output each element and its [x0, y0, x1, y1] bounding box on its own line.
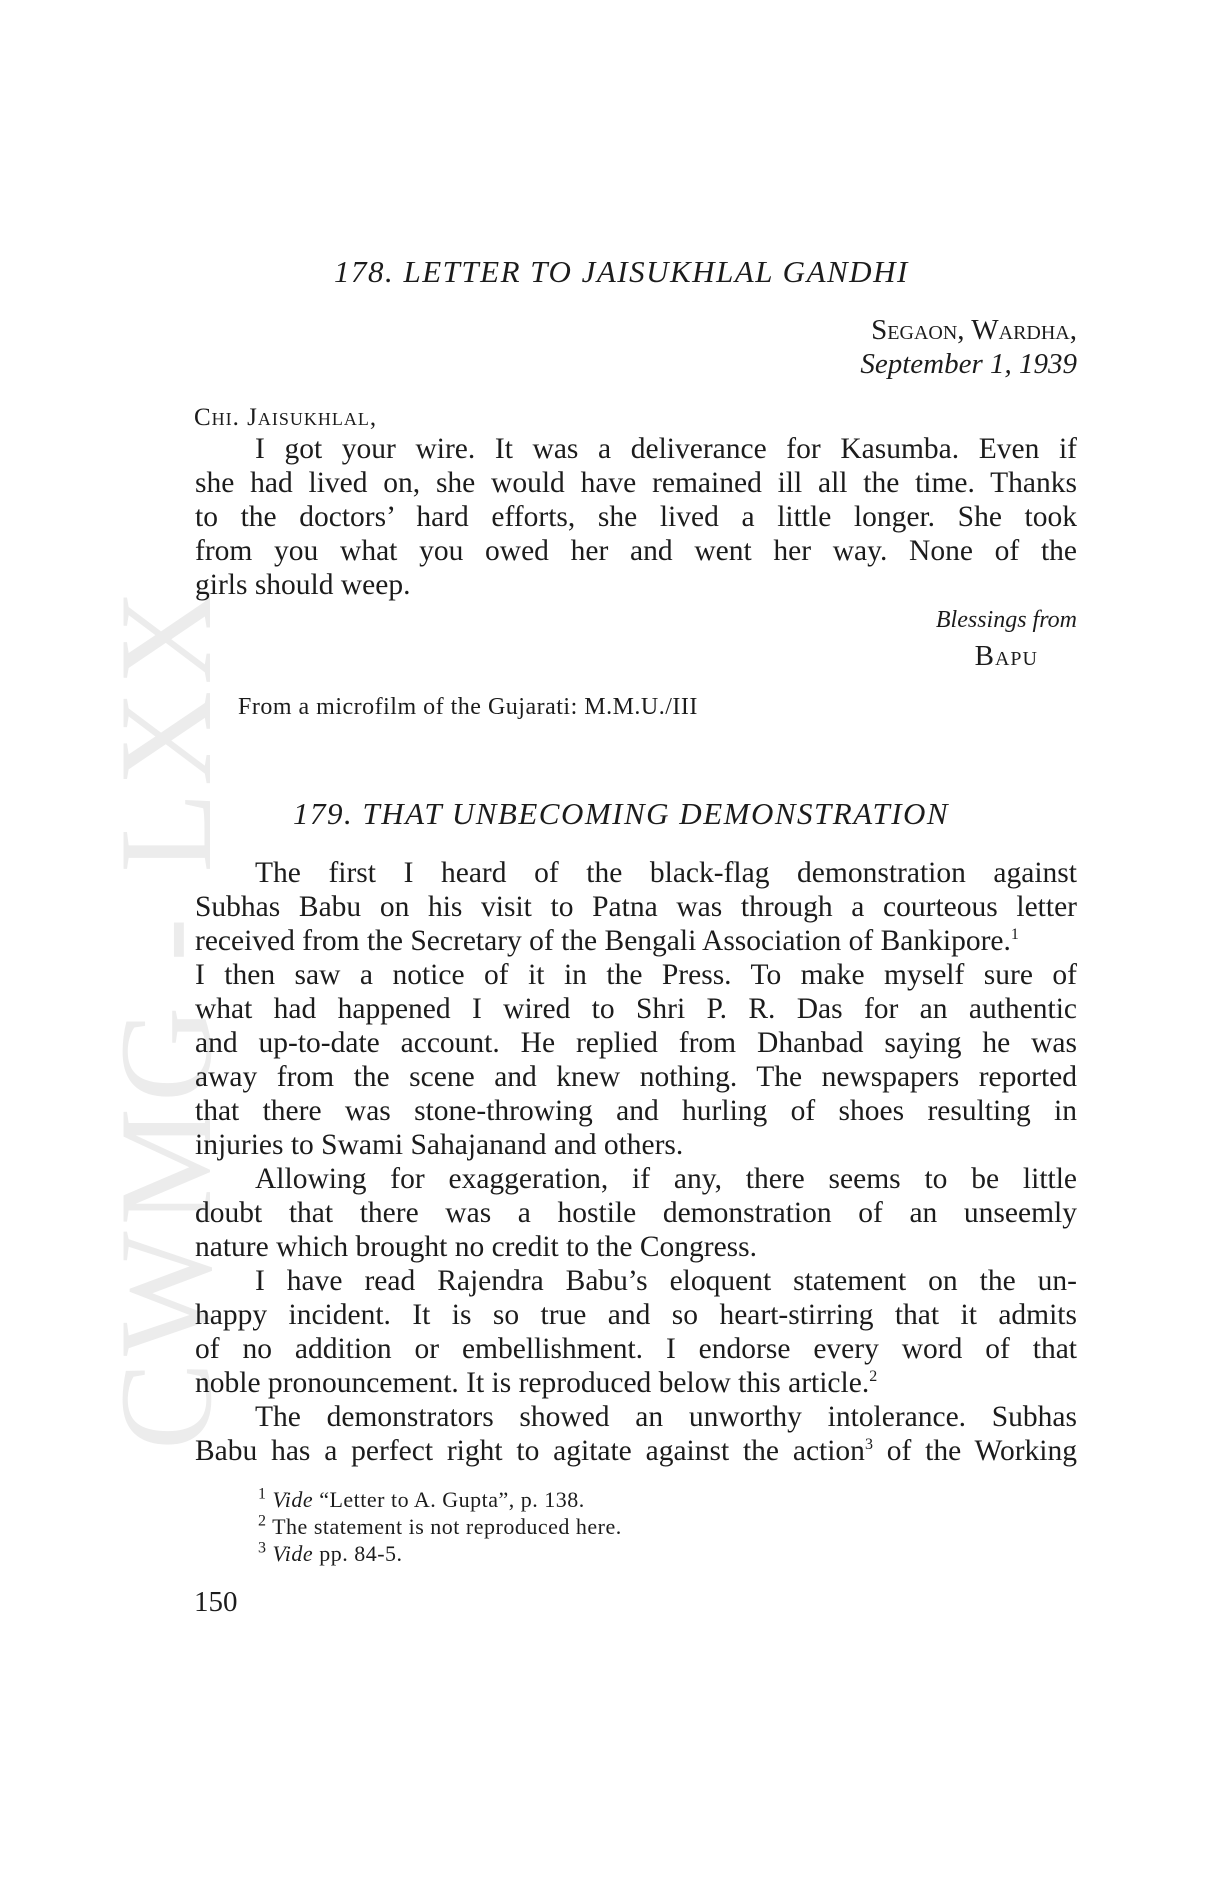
article-line: doubt that there was a hostile demonstration of an unseemly: [195, 1197, 1077, 1229]
page-number: 150: [194, 1586, 238, 1618]
article-line: I then saw a notice of it in the Press. To make myself sure of: [195, 959, 1077, 991]
footnote: $^1$ Vide “Letter to A. Gupta”, p. 138.: [258, 1485, 585, 1512]
article-line: The demonstrators showed an unworthy intolerance. Subhas: [255, 1401, 1077, 1433]
footnote-marker: 1: [1010, 926, 1019, 944]
footnote-marker: 2: [869, 1368, 878, 1386]
watermark-text: CWMG - LXX: [92, 583, 239, 1450]
article-line: what had happened I wired to Shri P. R. Das for an authentic: [195, 993, 1077, 1025]
footnote: $^2$ The statement is not reproduced here.: [258, 1512, 622, 1539]
article-line: away from the scene and knew nothing. The newspapers reported: [195, 1061, 1077, 1093]
letter-blessings: Blessings from: [935, 607, 1077, 633]
letter-heading: 178. LETTER TO JAISUKHLAL GANDHI: [334, 254, 909, 289]
letter-line: she had lived on, she would have remained ill all the time. Thanks: [195, 467, 1077, 499]
letter-source: From a microfilm of the Gujarati: M.M.U./III: [238, 694, 698, 720]
article-line: and up-to-date account. He replied from Dhanbad saying he was: [195, 1027, 1077, 1059]
footnote-marker: 3: [864, 1436, 873, 1454]
article-line: Allowing for exaggeration, if any, there seems to be little: [255, 1163, 1077, 1195]
article-line: I have read Rajendra Babu’s eloquent statement on the un-: [255, 1265, 1077, 1297]
letter-salutation: Chi. Jaisukhlal,: [194, 404, 378, 431]
article-line: that there was stone-throwing and hurling of shoes resulting in: [195, 1095, 1077, 1127]
article-line: happy incident. It is so true and so heart-stirring that it admits: [195, 1299, 1077, 1331]
footnote: $^3$ Vide pp. 84-5.: [258, 1539, 403, 1566]
article-line: The first I heard of the black-flag demonstration against: [255, 857, 1077, 889]
letter-line: I got your wire. It was a deliverance for Kasumba. Even if: [255, 433, 1077, 465]
letter-line: girls should weep.: [195, 569, 411, 601]
letter-line: to the doctors’ hard efforts, she lived a little longer. She took: [195, 501, 1077, 533]
letter-signature: Bapu: [974, 640, 1038, 672]
article-line: noble pronouncement. It is reproduced below this article.$^2$: [195, 1367, 878, 1399]
article-line: of no addition or embellishment. I endorse every word of that: [195, 1333, 1077, 1365]
letter-date: September 1, 1939: [860, 348, 1077, 380]
article-line: received from the Secretary of the Bengali Association of Bankipore.$^1$: [195, 925, 1019, 957]
article-line: injuries to Swami Sahajanand and others.: [195, 1129, 684, 1161]
article-line: Babu has a perfect right to agitate against the action$^3$ of the Working: [195, 1435, 1077, 1467]
article-heading: 179. THAT UNBECOMING DEMONSTRATION: [293, 796, 950, 831]
letter-line: from you what you owed her and went her way. None of the: [195, 535, 1077, 567]
article-line: Subhas Babu on his visit to Patna was through a courteous letter: [195, 891, 1077, 923]
article-line: nature which brought no credit to the Congress.: [195, 1231, 758, 1263]
letter-place: Segaon, Wardha,: [871, 314, 1077, 346]
